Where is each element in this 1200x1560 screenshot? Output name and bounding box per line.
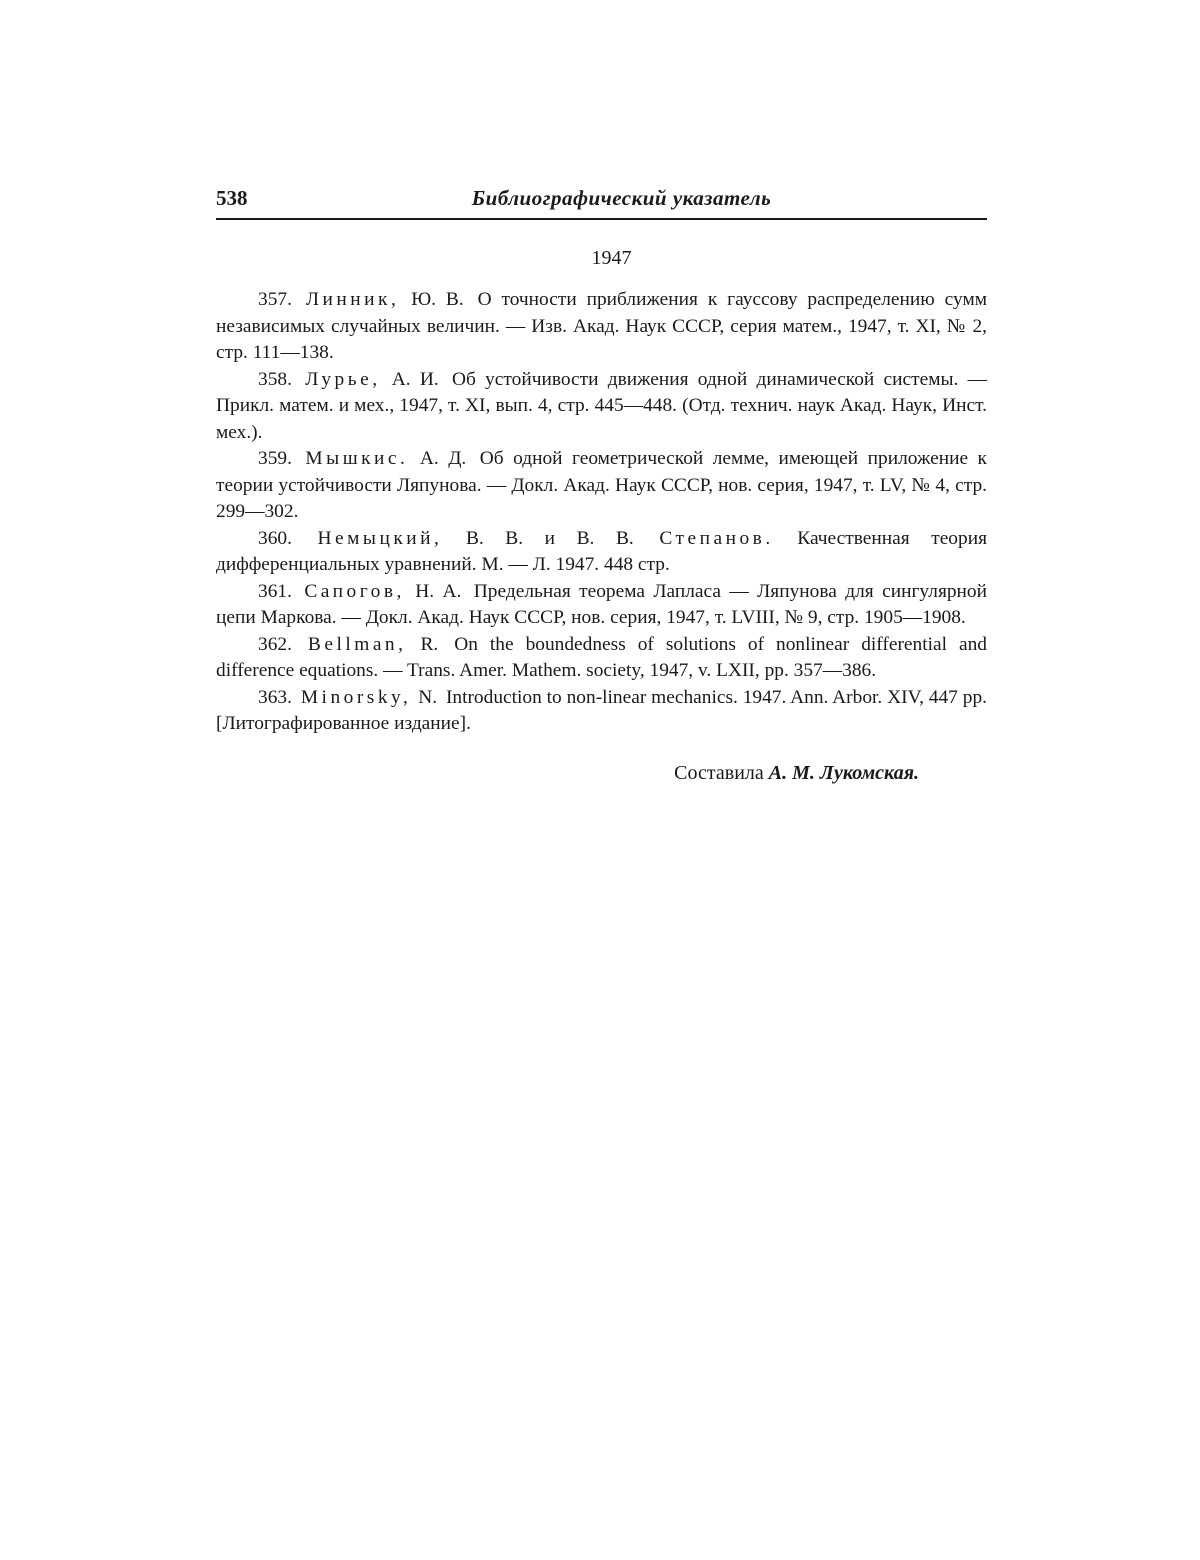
entry-number: 358. bbox=[258, 368, 292, 390]
entry-text: Предельная теорема Лапласа — Ляпунова для сингулярной цепи Маркова. — Докл. Акад. Наук СССР, нов. серия, 1947, т. LVIII, № 9, стр. 1905—1908. bbox=[216, 580, 988, 628]
entry-text: Об одной геометрической лемме, имеющей приложение к теории устойчивости Ляпунова. — Докл. Акад. Наук СССР, нов. серия, 1947, т. LV, № 4, стр. 299—302. bbox=[216, 448, 987, 522]
running-title: Библиографический указатель bbox=[471, 186, 772, 210]
section-year: 1947 bbox=[591, 247, 632, 269]
entry-second-author: Степанов. bbox=[659, 527, 774, 549]
entry-author: Bellman, bbox=[307, 633, 407, 655]
entry-initials: Н. А. bbox=[415, 580, 462, 602]
entry-number: 363. bbox=[258, 686, 292, 708]
entry-author: Minorsky, bbox=[300, 686, 412, 708]
entry-number: 357. bbox=[258, 289, 292, 310]
page-number: 538 bbox=[216, 186, 248, 210]
entry-number: 360. bbox=[258, 527, 292, 549]
entry-text: Introduction to non-linear mechanics. 1947. Ann. Arbor. XIV, 447 pp. [Литографированное издание]. bbox=[216, 686, 987, 734]
entry-text: О точности приближения к гауссову распределению сумм независимых случайных величин. — Изв. Акад. Наук СССР, серия матем., 1947, т. XI, № 2, стр. 111—138. bbox=[216, 289, 987, 363]
entry-number: 359. bbox=[258, 448, 292, 469]
entry-initials: N. bbox=[418, 686, 438, 708]
document-page bbox=[216, 186, 987, 785]
bibliography-entry-357 bbox=[216, 287, 987, 367]
bibliography-entry-358 bbox=[216, 367, 987, 447]
entry-author: Мышкис. bbox=[305, 448, 409, 469]
signature-prefix: Составила bbox=[674, 761, 764, 784]
header-rule bbox=[216, 218, 987, 220]
bibliography-entry-363 bbox=[216, 685, 987, 738]
entry-author: Немыцкий, bbox=[317, 527, 443, 549]
entry-text: On the boundedness of solutions of nonlinear differential and difference equations. — Trans. Amer. Mathem. society, 1947, v. LXII, pp. 357—386. bbox=[216, 633, 987, 681]
entry-initials: В. В. и В. В. bbox=[465, 527, 634, 549]
entry-author: Сапогов, bbox=[304, 580, 405, 602]
entry-initials: Ю. В. bbox=[411, 289, 464, 310]
entry-number: 362. bbox=[258, 633, 292, 655]
bibliography-entry-359 bbox=[216, 446, 987, 526]
entry-initials: R. bbox=[420, 633, 439, 655]
entry-text: Об устойчивости движения одной динамической системы. — Прикл. матем. и мех., 1947, т. XI, вып. 4, стр. 445—448. (Отд. технич. наук Акад. Наук, Инст. мех.). bbox=[216, 368, 987, 443]
entry-author: Лурье, bbox=[305, 368, 381, 390]
compiler-signature bbox=[216, 762, 987, 785]
entry-initials: А. Д. bbox=[419, 448, 467, 469]
bibliography-list bbox=[216, 287, 987, 738]
entry-text: Качественная теория дифференциальных уравнений. М. — Л. 1947. 448 стр. bbox=[216, 527, 987, 575]
entry-author: Линник, bbox=[305, 289, 400, 310]
running-head bbox=[216, 186, 987, 218]
entry-number: 361. bbox=[258, 580, 292, 602]
entry-initials: А. И. bbox=[391, 368, 439, 390]
bibliography-entry-362 bbox=[216, 632, 987, 685]
bibliography-entry-361 bbox=[216, 579, 987, 632]
bibliography-entry-360 bbox=[216, 526, 987, 579]
signature-name: А. М. Лукомская. bbox=[768, 761, 919, 784]
